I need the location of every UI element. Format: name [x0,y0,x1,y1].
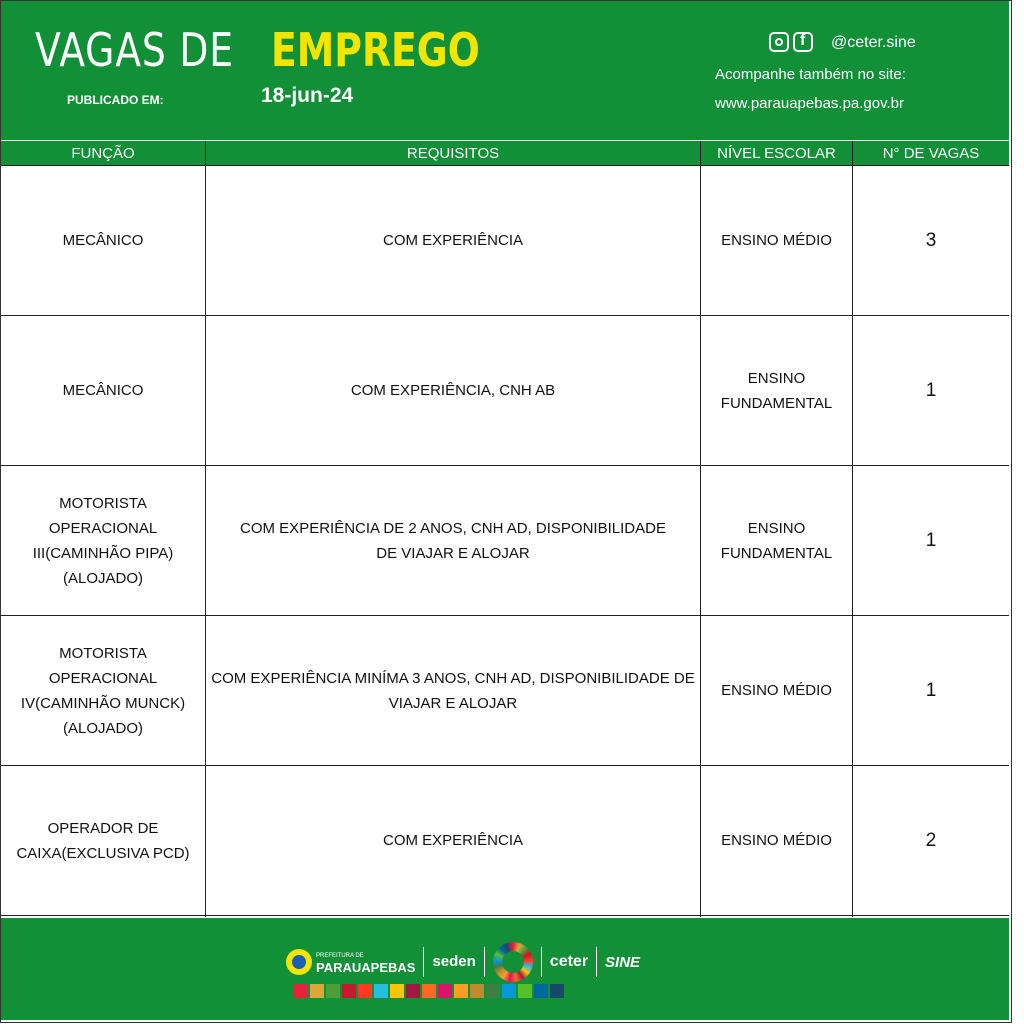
title-emprego: EMPREGO [271,23,480,77]
cell-requisitos: COM EXPERIÊNCIA [382,232,524,249]
table-header [1,141,1009,165]
partner-logos [286,940,640,984]
ceter-logo: ceter [549,953,589,970]
sdg-icon [454,984,468,998]
sdg-icon [534,984,548,998]
cell-vagas: 1 [925,380,937,401]
footer-banner [1,918,1009,1020]
sdg-icon [486,984,500,998]
social-handle: @ceter.sine [831,34,916,51]
prefeitura-label: PREFEITURA DE [316,953,364,959]
sdg-icon [294,984,308,998]
published-date: 18-jun-24 [261,84,354,107]
facebook-icon: f [793,32,813,52]
header-requisitos: REQUISITOS [406,145,500,162]
sdg-icon [438,984,452,998]
column-divider [205,141,206,917]
sdg-icon [470,984,484,998]
table-row [1,616,1009,766]
cell-requisitos: COM EXPERIÊNCIA DE 2 ANOS, CNH AD, DISPONIBILIDADE DE VIAJAR E ALOJAR [240,519,666,562]
sdg-icon [550,984,564,998]
title-vagas-de: VAGAS DE [35,23,234,77]
header-funcao: FUNÇÃO [71,145,135,162]
cell-funcao: MOTORISTA OPERACIONAL III(CAMINHÃO PIPA) (ALOJADO) [32,494,174,587]
seden-logo: seden [432,953,476,970]
prefeitura-name: PARAUAPEBAS [316,960,416,975]
cell-funcao: OPERADOR DE CAIXA(EXCLUSIVA PCD) [16,819,190,862]
site-url: www.parauapebas.pa.gov.br [715,95,905,112]
cell-vagas: 1 [925,680,937,701]
sdg-icon [310,984,324,998]
cell-requisitos: COM EXPERIÊNCIA [382,832,524,849]
prefeitura-logo [286,949,415,975]
sdg-icon [326,984,340,998]
cell-vagas: 1 [925,530,937,551]
table-row [1,316,1009,466]
social-icons [769,32,813,52]
column-divider [700,141,701,917]
header-banner [1,1,1009,140]
cell-requisitos: COM EXPERIÊNCIA, CNH AB [350,382,556,399]
prefeitura-emblem-icon [286,949,312,975]
sdg-icon [390,984,404,998]
cell-nivel: ENSINO MÉDIO [721,232,832,249]
table-row [1,766,1009,916]
sdg-icon [374,984,388,998]
sdg-icon [518,984,532,998]
sdg-icons-row [294,984,564,998]
table-body [1,166,1009,917]
table-row [1,166,1009,316]
sdg-icon [422,984,436,998]
cell-nivel: ENSINO MÉDIO [721,682,832,699]
sdg-icon [502,984,516,998]
cell-funcao: MOTORISTA OPERACIONAL IV(CAMINHÃO MUNCK)(ALOJADO) [20,644,186,737]
cell-vagas: 2 [925,830,937,851]
cell-vagas: 3 [925,230,937,251]
sdg-icon [342,984,356,998]
sdg-icon [406,984,420,998]
sine-logo: SINE [605,953,641,971]
header-nivel-escolar: NÍVEL ESCOLAR [717,145,836,162]
column-divider [852,141,853,917]
cell-nivel: ENSINO FUNDAMENTAL [720,369,833,412]
sdg-wheel-icon [493,942,533,982]
sdg-icon [358,984,372,998]
cell-funcao: MECÂNICO [62,382,144,399]
follow-text: Acompanhe também no site: [715,66,906,83]
cell-requisitos: COM EXPERIÊNCIA MINÍMA 3 ANOS, CNH AD, DISPONIBILIDADE DE VIAJAR E ALOJAR [211,669,695,712]
header-vagas: N° DE VAGAS [882,145,980,162]
cell-funcao: MECÂNICO [62,232,144,249]
instagram-icon [769,32,789,52]
cell-nivel: ENSINO MÉDIO [721,832,832,849]
cell-nivel: ENSINO FUNDAMENTAL [720,519,833,562]
table-row [1,466,1009,616]
published-label: PUBLICADO EM: [67,93,164,107]
